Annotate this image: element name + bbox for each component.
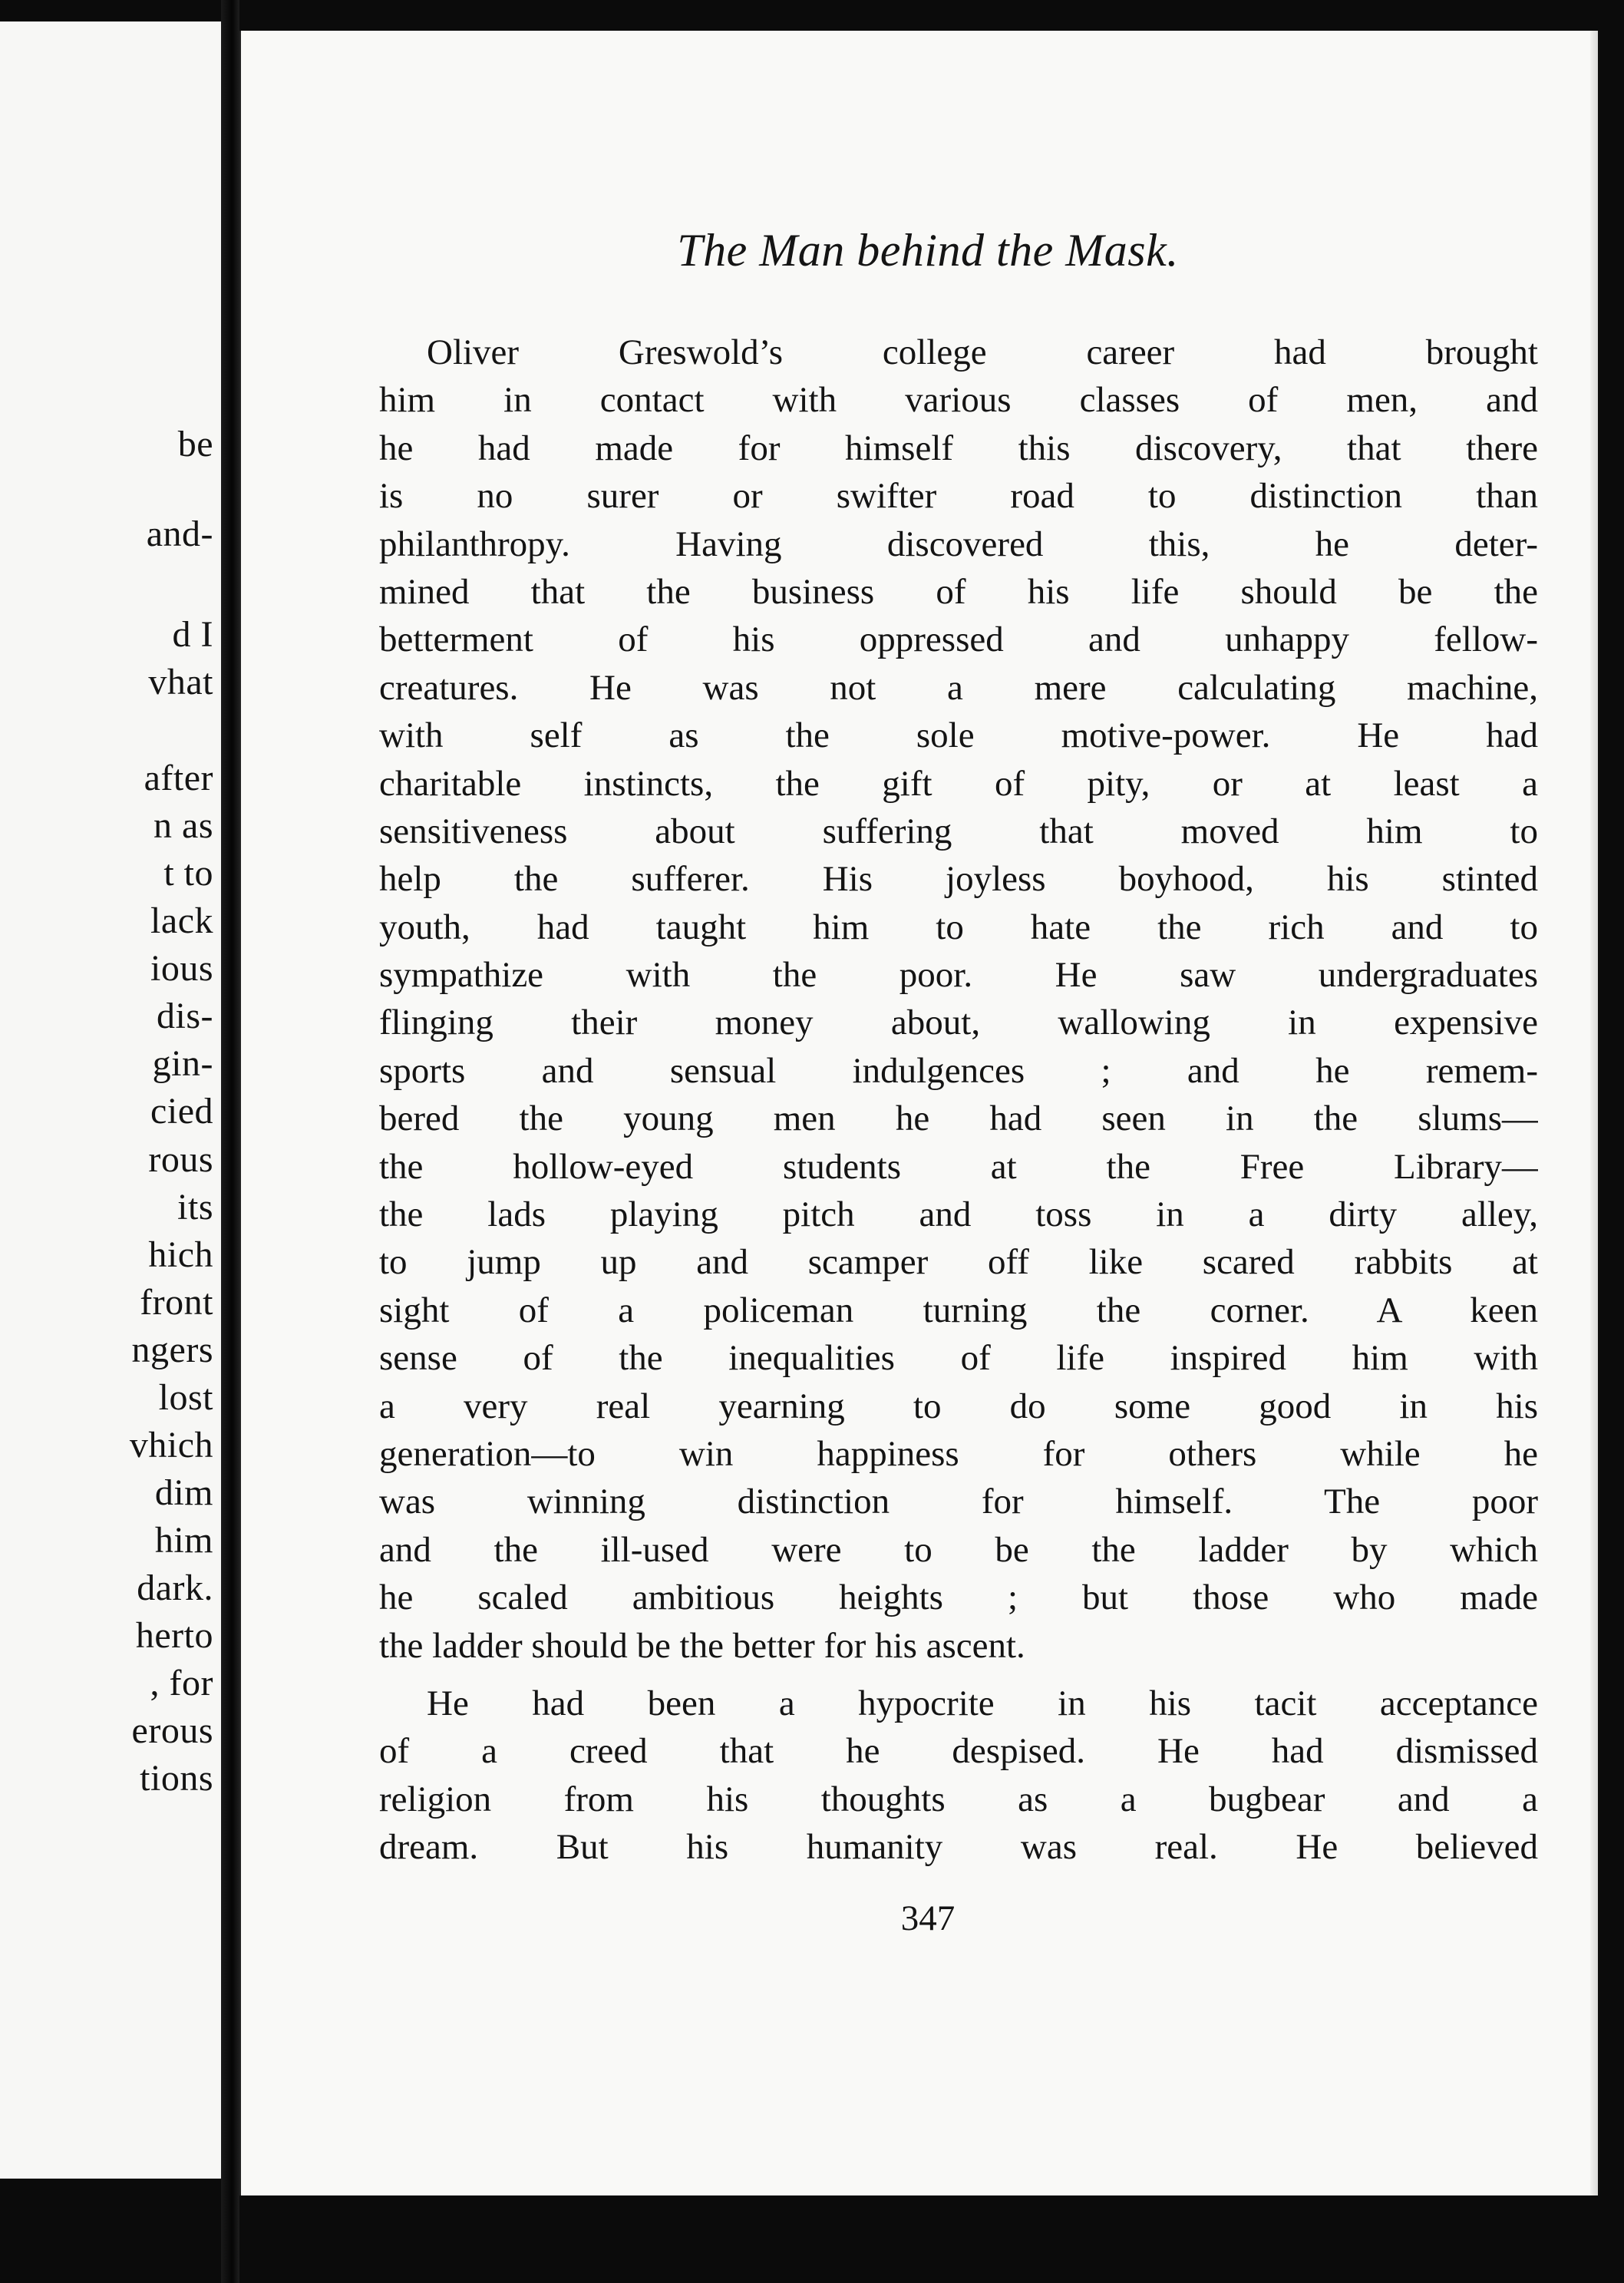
- text-line: betterment of his oppressed and unhappy fellow-: [379, 619, 1538, 660]
- facing-page-fragment: ious: [150, 948, 213, 989]
- facing-page-fragment: be: [177, 424, 213, 464]
- text-line: the ladder should be the better for his ascent.: [379, 1625, 1025, 1666]
- facing-page-left: [0, 21, 221, 2179]
- facing-page-fragment: erous: [131, 1710, 213, 1751]
- text-line: help the sufferer. His joyless boyhood, his stinted: [379, 859, 1538, 900]
- text-line: him in contact with various classes of men, and: [379, 380, 1538, 421]
- text-line: he scaled ambitious heights ; but those who made: [379, 1578, 1538, 1618]
- text-line: sympathize with the poor. He saw undergraduates: [379, 955, 1538, 996]
- facing-page-fragment: , for: [150, 1663, 213, 1703]
- facing-page-fragment: dim: [154, 1472, 213, 1513]
- text-line: flinging their money about, wallowing in expensive: [379, 1003, 1538, 1043]
- facing-page-fragment: herto: [135, 1615, 213, 1656]
- text-line: religion from his thoughts as a bugbear and a: [379, 1779, 1538, 1819]
- text-line: was winning distinction for himself. The poor: [379, 1482, 1538, 1522]
- facing-page-fragment: after: [144, 758, 213, 798]
- facing-page-fragment: him: [154, 1520, 213, 1561]
- text-line: generation—to win happiness for others while he: [379, 1433, 1538, 1474]
- text-line: he had made for himself this discovery, that there: [379, 428, 1538, 468]
- text-line: philanthropy. Having discovered this, he deter-: [379, 524, 1538, 564]
- facing-page-fragment: lost: [158, 1377, 213, 1418]
- text-line: He had been a hypocrite in his tacit acceptance: [427, 1683, 1538, 1723]
- text-line: and the ill-used were to be the ladder by which: [379, 1529, 1538, 1570]
- facing-page-fragment: front: [140, 1282, 213, 1323]
- text-line: is no surer or swifter road to distinction than: [379, 476, 1538, 517]
- text-line: Oliver Greswold’s college career had brought: [427, 332, 1538, 372]
- facing-page-fragment: n as: [153, 805, 213, 846]
- facing-page-fragment: its: [177, 1187, 213, 1227]
- text-line: mined that the business of his life should be the: [379, 571, 1538, 612]
- facing-page-fragment: tions: [140, 1758, 213, 1799]
- facing-page-fragment: vhich: [129, 1425, 213, 1465]
- facing-page-fragment: cied: [150, 1091, 213, 1132]
- facing-page-fragment: t to: [163, 853, 213, 894]
- text-line: of a creed that he despised. He had dismissed: [379, 1731, 1538, 1772]
- text-line: dream. But his humanity was real. He believed: [379, 1827, 1538, 1868]
- facing-page-fragment: hich: [148, 1234, 213, 1275]
- text-line: charitable instincts, the gift of pity, or at least a: [379, 763, 1538, 804]
- text-line: sight of a policeman turning the corner. A keen: [379, 1290, 1538, 1330]
- book-page: [239, 31, 1598, 2195]
- paragraph-1: [379, 329, 1538, 1670]
- text-line: a very real yearning to do some good in his: [379, 1386, 1538, 1426]
- text-line: bered the young men he had seen in the slums—: [379, 1099, 1538, 1139]
- facing-page-fragment: rous: [148, 1139, 213, 1180]
- text-line: creatures. He was not a mere calculating machine,: [379, 667, 1538, 708]
- facing-page-fragment: lack: [150, 900, 213, 941]
- book-gutter: [221, 0, 239, 2283]
- facing-page-fragment: d I: [172, 614, 213, 655]
- running-title: The Man behind the Mask.: [677, 225, 1179, 276]
- facing-page-fragment: and-: [146, 514, 213, 554]
- text-line: with self as the sole motive-power. He had: [379, 715, 1538, 756]
- paragraph-2: [379, 1680, 1538, 1872]
- text-line: to jump up and scamper off like scared rabbits at: [379, 1242, 1538, 1283]
- facing-page-fragment: ngers: [131, 1330, 213, 1370]
- text-line: sports and sensual indulgences ; and he remem-: [379, 1050, 1538, 1091]
- facing-page-fragment: dark.: [137, 1568, 213, 1608]
- facing-page-fragment: dis-: [157, 996, 213, 1036]
- facing-page-fragment: gin-: [152, 1043, 213, 1084]
- text-line: sense of the inequalities of life inspired him with: [379, 1338, 1538, 1379]
- text-line: youth, had taught him to hate the rich and to: [379, 907, 1538, 947]
- facing-page-fragment: vhat: [148, 662, 213, 702]
- text-line: the hollow-eyed students at the Free Library—: [379, 1146, 1538, 1187]
- page-number: 347: [900, 1898, 956, 1938]
- text-line: the lads playing pitch and toss in a dirty alley,: [379, 1194, 1538, 1235]
- text-line: sensitiveness about suffering that moved him to: [379, 811, 1538, 851]
